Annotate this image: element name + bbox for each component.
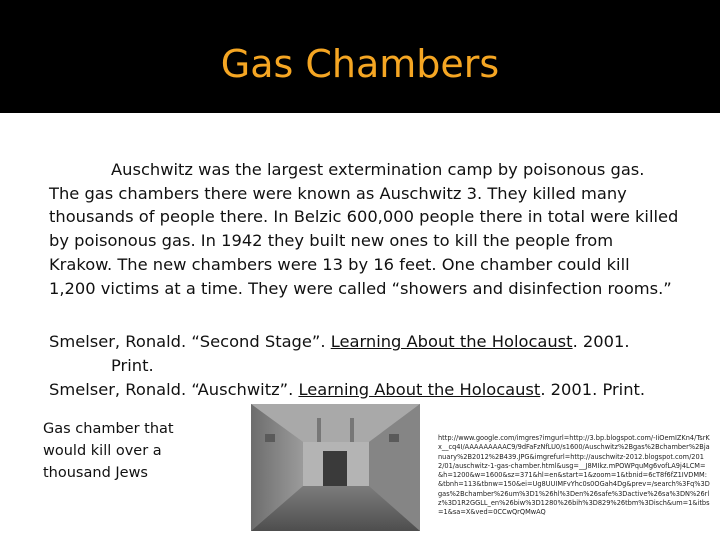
citation-1-prefix: Smelser, Ronald. “Second Stage”. [49, 332, 331, 351]
citation-1 [49, 330, 689, 378]
citations [49, 330, 689, 402]
citation-1-book-title: Learning About the Holocaust [330, 332, 573, 351]
body-paragraph [49, 158, 679, 300]
citation-1-suffix: . 2001. [572, 332, 630, 351]
gas-chamber-photo [251, 404, 420, 531]
slide-title: Gas Chambers [220, 42, 500, 86]
image-caption: Gas chamber that would kill over a thousand Jews [43, 421, 174, 481]
citation-2 [49, 378, 689, 402]
paragraph-text: Auschwitz was the largest extermination camp by poisonous gas. The gas chambers there were known as Auschwitz 3. They killed many thousands of people there. In Belzic 600,000 people there in total were killed by poisonous gas. In 1942 they built new ones to kill the people from Krakow. The new chambers were 13 by 16 feet. One chamber could kill 1,200 victims at a time. They were called “showers and disinfection rooms.” [49, 160, 679, 298]
gas-chamber-photo-graphic [251, 404, 420, 531]
citation-2-prefix: Smelser, Ronald. “Auschwitz”. [49, 380, 299, 399]
citation-2-book-title: Learning About the Holocaust [298, 380, 541, 399]
image-source-url: http://www.google.com/imgres?imgurl=http://3.bp.blogspot.com/-IiOemIZKn4/TsrKx__cq4I/AAAAAAAAAC9/9dFaFzNfLU0/s1600/Auschwitz%2Bgas%2Bchamber%2Bjanuary%2B2012%2B439.JPG&imgrefurl=http://auschwitz-2012.blogspot.com/2012/01/auschwitz-1-gas-chamber.html&usg=__J8MIkz.mPOWPquMg6vofLA9j4LCM=&h=1200&w=1600&sz=371&hl=en&start=1&zoom=1&tbnid=6cT8f6fZ1IVDMM:&tbnh=113&tbnw=150&ei=Ug8UUIMFvYhc0s0OGah4Dg&prev=/search%3Fq%3Dgas%2Bchamber%26um%3D1%26hl%3Den%26safe%3Dactive%26sa%3DN%26rlz%3D1R2GGLL_en%26biw%3D1280%26bih%3D829%26tbm%3Disch&um=1&itbs=1&sa=X&ved=0CCwQrQMwAQ [438, 434, 710, 517]
citation-1-hanging-line: Print. [111, 356, 154, 375]
citation-2-suffix: . 2001. Print. [540, 380, 646, 399]
